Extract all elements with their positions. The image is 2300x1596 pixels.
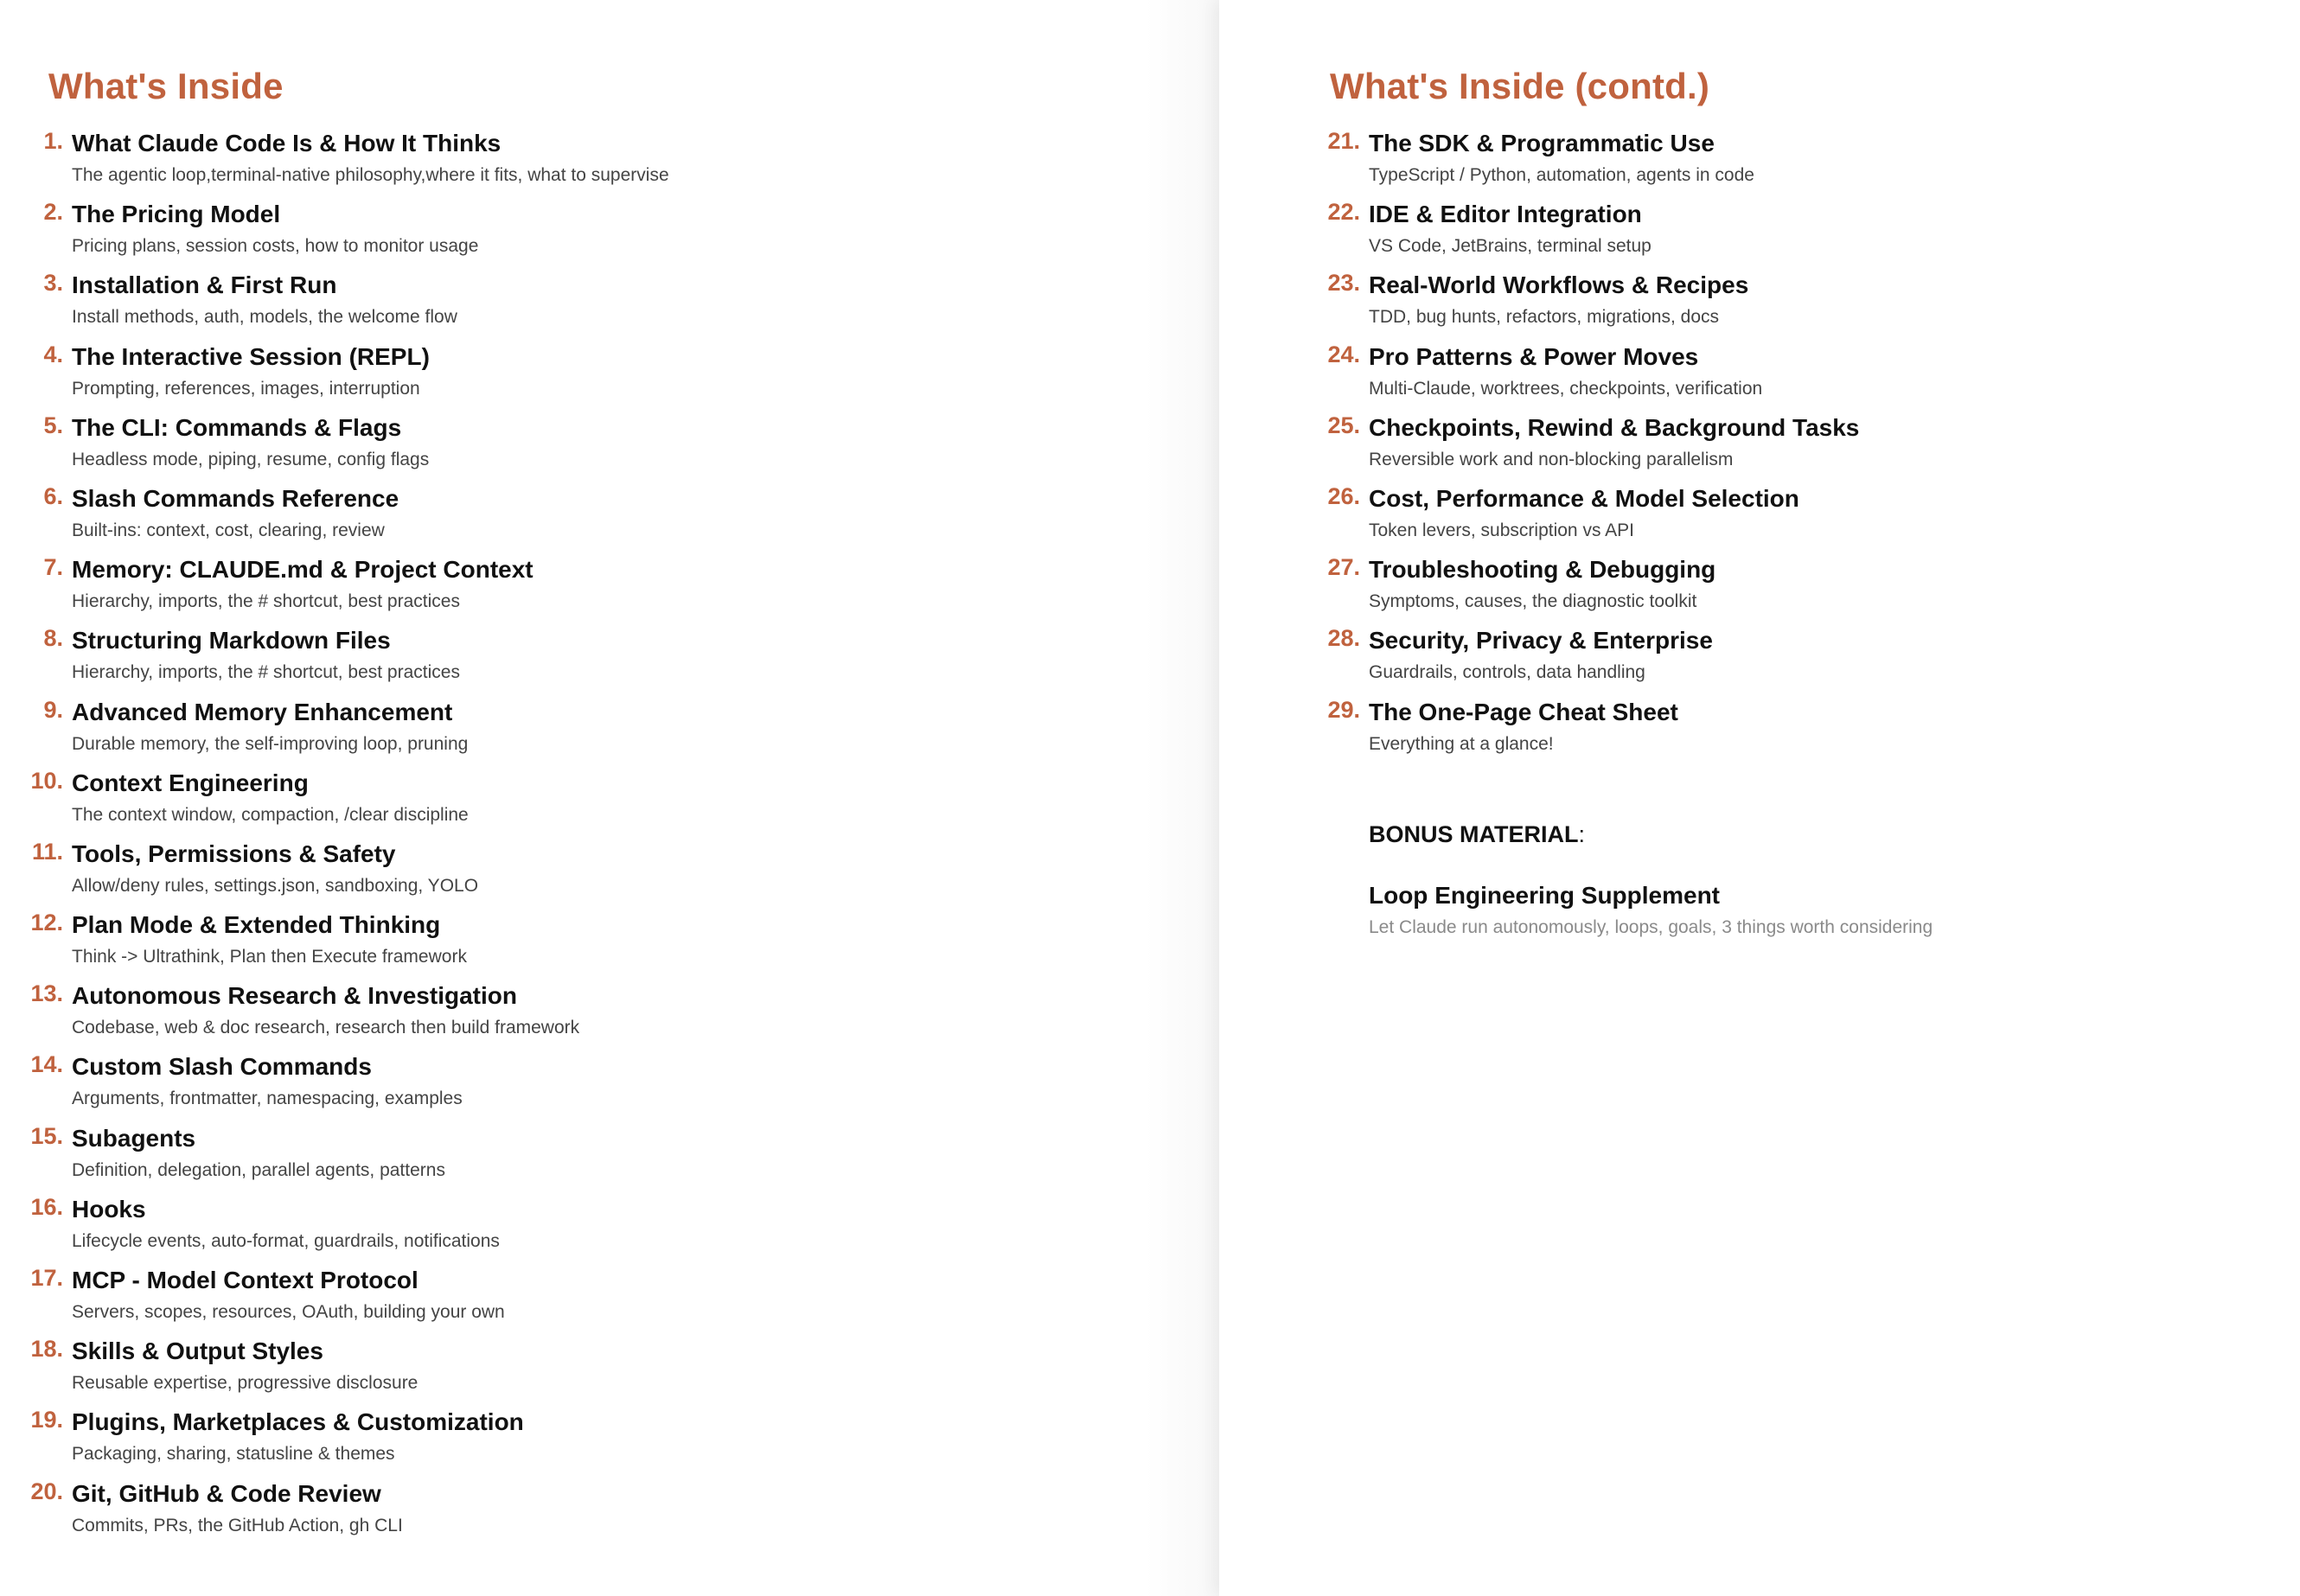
toc-item <box>0 1404 669 1475</box>
chapter-number: 25. <box>1327 412 1360 438</box>
chapter-number: 3. <box>43 270 63 297</box>
toc-item <box>0 694 669 765</box>
chapter-subtitle: Prompting, references, images, interruption <box>72 378 420 399</box>
chapter-title: The Pricing Model <box>72 201 281 228</box>
chapter-number: 5. <box>43 412 63 438</box>
chapter-title: Security, Privacy & Enterprise <box>1369 627 1713 654</box>
chapter-subtitle: Arguments, frontmatter, namespacing, examples <box>72 1088 463 1109</box>
toc-item <box>0 1049 669 1120</box>
toc-item <box>0 1191 669 1262</box>
chapter-title: Plugins, Marketplaces & Customization <box>72 1408 524 1436</box>
toc-item <box>0 267 669 338</box>
chapter-number: 8. <box>43 625 63 652</box>
chapter-subtitle: Codebase, web & doc research, research then build framework <box>72 1018 580 1038</box>
toc-item <box>0 481 669 552</box>
toc-item <box>1297 410 1859 481</box>
chapter-subtitle: Guardrails, controls, data handling <box>1369 662 1645 683</box>
bonus-subtitle: Let Claude run autonomously, loops, goals, 3 things worth considering <box>1369 917 1933 937</box>
chapter-subtitle: Durable memory, the self-improving loop, pruning <box>72 733 469 754</box>
toc-item <box>1297 552 1859 622</box>
chapter-subtitle: Definition, delegation, parallel agents, patterns <box>72 1159 445 1180</box>
chapter-number: 17. <box>30 1265 63 1291</box>
chapter-title: Subagents <box>72 1124 196 1152</box>
chapter-number: 10. <box>30 767 63 794</box>
toc-item <box>1297 125 1859 196</box>
toc-item <box>0 339 669 410</box>
chapter-subtitle: Lifecycle events, auto-format, guardrails, notifications <box>72 1230 500 1251</box>
chapter-number: 28. <box>1327 625 1360 652</box>
chapter-subtitle: VS Code, JetBrains, terminal setup <box>1369 236 1652 257</box>
toc-item <box>0 1333 669 1404</box>
toc-item <box>0 622 669 693</box>
chapter-number: 4. <box>43 341 63 367</box>
chapter-subtitle: Reusable expertise, progressive disclosure <box>72 1373 418 1394</box>
chapter-title: Advanced Memory Enhancement <box>72 698 453 725</box>
chapter-title: The CLI: Commands & Flags <box>72 413 402 441</box>
bonus-heading <box>1369 821 1933 848</box>
chapter-subtitle: Reversible work and non-blocking parallelism <box>1369 449 1734 469</box>
chapter-subtitle: Token levers, subscription vs API <box>1369 520 1634 540</box>
chapter-subtitle: Think -> Ultrathink, Plan then Execute framework <box>72 947 467 967</box>
chapter-number: 12. <box>30 910 63 936</box>
chapter-subtitle: Symptoms, causes, the diagnostic toolkit <box>1369 591 1697 612</box>
toc-item <box>1297 196 1859 267</box>
chapter-title: Context Engineering <box>72 769 309 796</box>
chapter-title: Troubleshooting & Debugging <box>1369 556 1716 584</box>
chapter-number: 29. <box>1327 696 1360 723</box>
chapter-subtitle: Multi-Claude, worktrees, checkpoints, verification <box>1369 378 1763 399</box>
bonus-heading-text: BONUS MATERIAL <box>1369 821 1579 847</box>
chapter-number: 7. <box>43 554 63 581</box>
bonus-heading-colon: : <box>1578 821 1586 847</box>
chapter-number: 14. <box>30 1051 63 1078</box>
chapter-subtitle: Hierarchy, imports, the # shortcut, best practices <box>72 591 460 612</box>
chapter-subtitle: TDD, bug hunts, refactors, migrations, docs <box>1369 307 1719 328</box>
chapter-title: Plan Mode & Extended Thinking <box>72 911 441 939</box>
chapter-number: 20. <box>30 1478 63 1504</box>
chapter-title: The SDK & Programmatic Use <box>1369 130 1715 156</box>
chapter-number: 24. <box>1327 341 1360 367</box>
chapter-subtitle: TypeScript / Python, automation, agents in code <box>1369 165 1754 185</box>
chapter-title: Installation & First Run <box>72 271 337 299</box>
chapter-title: Hooks <box>72 1195 146 1223</box>
chapter-title: Autonomous Research & Investigation <box>72 982 517 1010</box>
chapter-subtitle: Allow/deny rules, settings.json, sandboxing, YOLO <box>72 875 479 896</box>
chapter-title: The Interactive Session (REPL) <box>72 342 430 370</box>
chapter-title: Git, GitHub & Code Review <box>72 1479 381 1507</box>
chapter-subtitle: Everything at a glance! <box>1369 733 1554 754</box>
chapter-number: 19. <box>30 1407 63 1433</box>
chapter-number: 22. <box>1327 199 1360 226</box>
chapter-subtitle: Headless mode, piping, resume, config flags <box>72 449 430 469</box>
bonus-title: Loop Engineering Supplement <box>1369 882 1720 909</box>
toc-item <box>0 1262 669 1333</box>
toc-item <box>1297 622 1859 693</box>
chapter-title: Custom Slash Commands <box>72 1053 372 1081</box>
chapter-title: Real-World Workflows & Recipes <box>1369 271 1749 299</box>
chapter-number: 13. <box>30 980 63 1007</box>
chapter-subtitle: Servers, scopes, resources, OAuth, building your own <box>72 1302 505 1322</box>
chapter-number: 18. <box>30 1336 63 1363</box>
toc-item <box>0 1120 669 1191</box>
table-of-contents <box>0 125 669 1547</box>
toc-item <box>0 907 669 978</box>
chapter-number: 27. <box>1327 554 1360 581</box>
chapter-subtitle: Pricing plans, session costs, how to monitor usage <box>72 236 479 257</box>
chapter-number: 15. <box>30 1122 63 1149</box>
toc-item <box>0 765 669 836</box>
chapter-number: 11. <box>31 838 63 865</box>
chapter-subtitle: Hierarchy, imports, the # shortcut, best practices <box>72 662 460 683</box>
chapter-subtitle: The context window, compaction, /clear discipline <box>72 804 469 825</box>
toc-item <box>0 410 669 481</box>
toc-item <box>0 1476 669 1547</box>
toc-item <box>1297 267 1859 338</box>
chapter-title: Slash Commands Reference <box>72 484 399 512</box>
chapter-subtitle: The agentic loop,terminal-native philosophy,where it fits, what to supervise <box>72 165 669 185</box>
chapter-title: MCP - Model Context Protocol <box>72 1267 418 1293</box>
page-title: What's Inside (contd.) <box>1330 66 1710 106</box>
chapter-number: 21. <box>1327 128 1360 154</box>
chapter-number: 26. <box>1327 482 1360 509</box>
chapter-title: Cost, Performance & Model Selection <box>1369 484 1799 512</box>
chapter-number: 6. <box>43 482 63 509</box>
chapter-title: Structuring Markdown Files <box>72 627 391 654</box>
chapter-number: 2. <box>43 199 63 226</box>
chapter-number: 23. <box>1327 270 1360 297</box>
table-of-contents <box>1297 125 1859 765</box>
chapter-number: 9. <box>43 696 63 723</box>
toc-item <box>0 196 669 267</box>
chapter-title: What Claude Code Is & How It Thinks <box>72 130 502 156</box>
right-page <box>1219 0 2300 1596</box>
toc-item <box>1297 694 1859 765</box>
chapter-title: Skills & Output Styles <box>72 1337 323 1365</box>
chapter-title: Memory: CLAUDE.md & Project Context <box>72 556 533 584</box>
chapter-subtitle: Install methods, auth, models, the welcome flow <box>72 307 457 328</box>
chapter-title: Checkpoints, Rewind & Background Tasks <box>1369 413 1860 441</box>
chapter-title: Tools, Permissions & Safety <box>72 839 396 867</box>
chapter-title: Pro Patterns & Power Moves <box>1369 342 1699 370</box>
chapter-title: IDE & Editor Integration <box>1369 201 1642 228</box>
toc-item <box>1297 481 1859 552</box>
bonus-section <box>1369 821 1933 940</box>
chapter-number: 16. <box>30 1193 63 1220</box>
chapter-subtitle: Built-ins: context, cost, clearing, review <box>72 520 385 540</box>
toc-item <box>0 978 669 1049</box>
chapter-subtitle: Packaging, sharing, statusline & themes <box>72 1444 395 1465</box>
chapter-title: The One-Page Cheat Sheet <box>1369 698 1678 725</box>
chapter-number: 1. <box>43 128 63 154</box>
toc-item <box>0 125 669 196</box>
page-title: What's Inside <box>48 66 284 106</box>
toc-item <box>1297 339 1859 410</box>
toc-item <box>0 836 669 907</box>
toc-item <box>0 552 669 622</box>
chapter-subtitle: Commits, PRs, the GitHub Action, gh CLI <box>72 1515 403 1535</box>
